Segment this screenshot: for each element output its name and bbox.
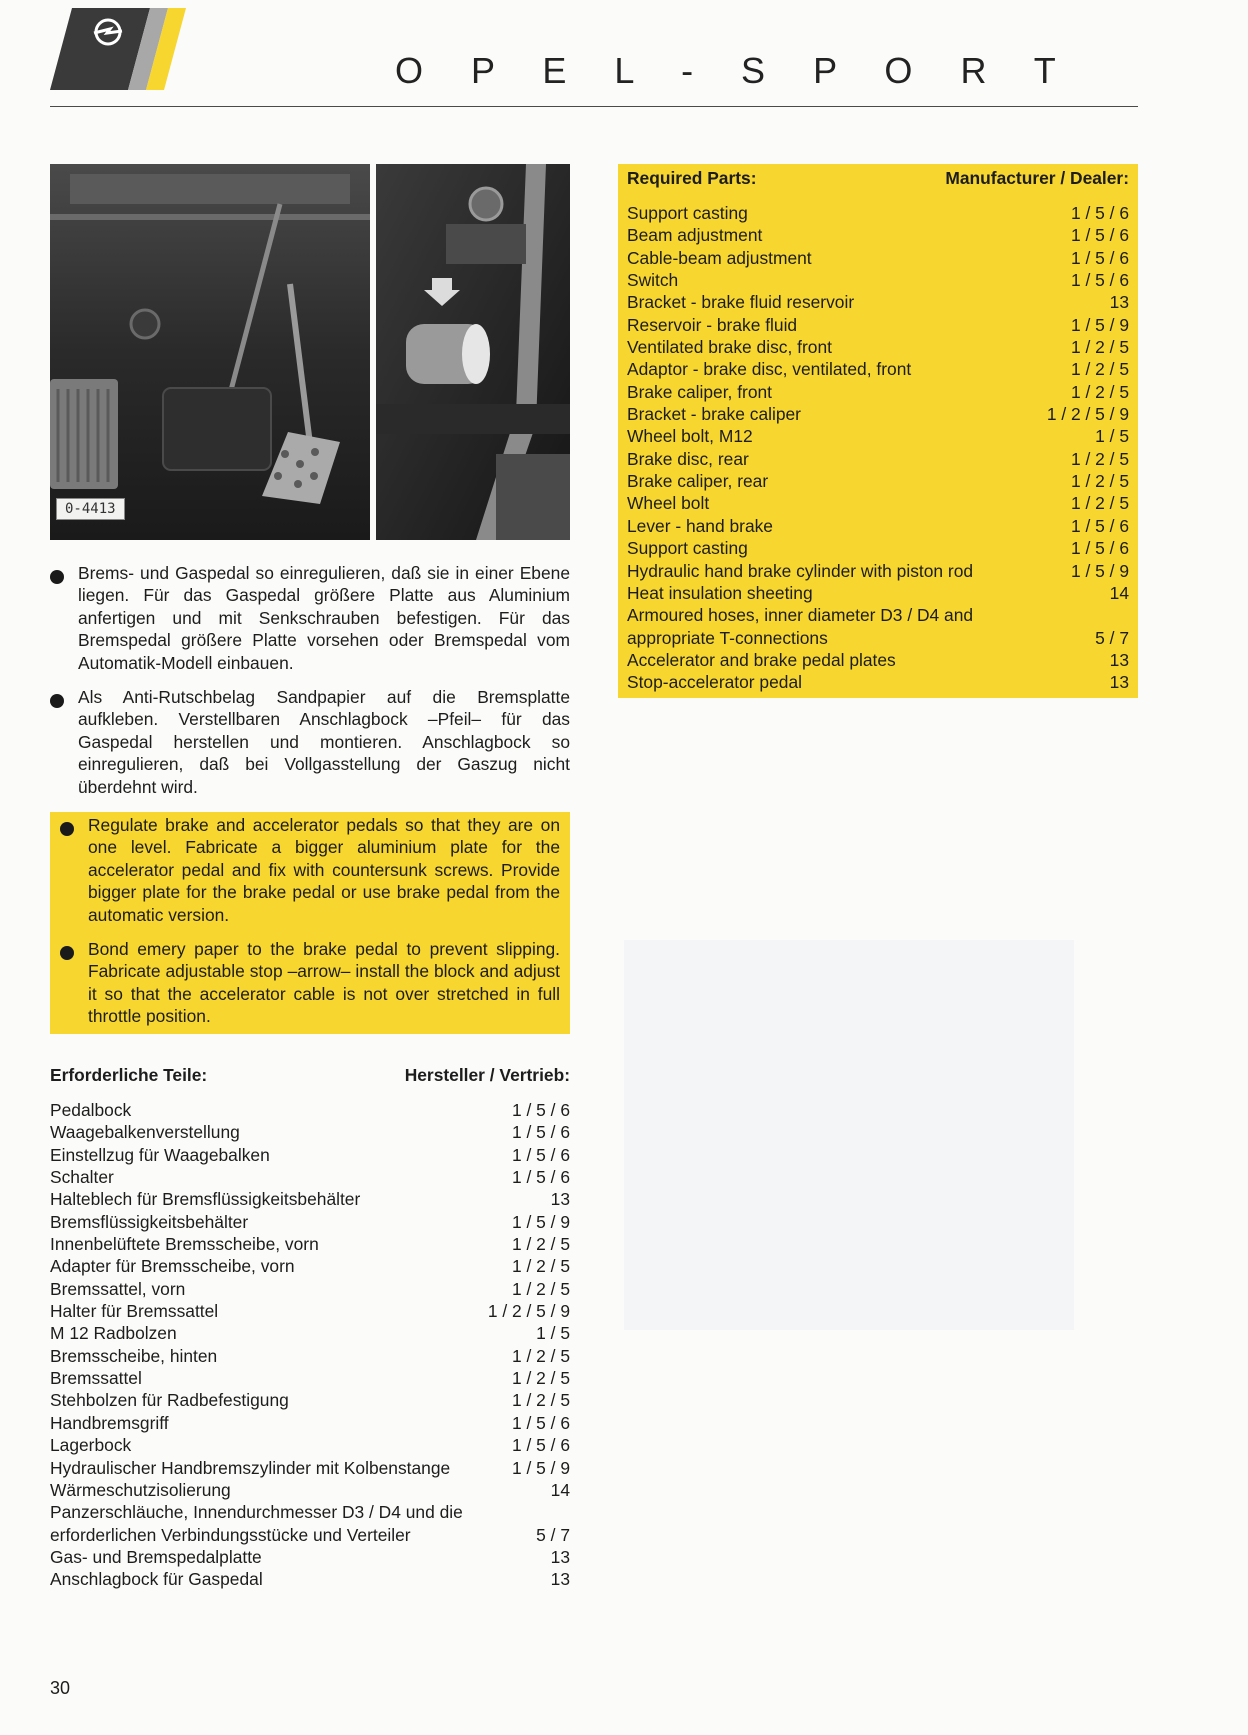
part-name: Adaptor - brake disc, ventilated, front bbox=[627, 359, 912, 380]
english-parts-row bbox=[627, 649, 1129, 671]
german-parts-row bbox=[50, 1389, 570, 1411]
german-parts-row bbox=[50, 1546, 570, 1568]
part-name: Armoured hoses, inner diameter D3 / D4 and appropriate T-connections bbox=[627, 605, 974, 648]
part-name: Halteblech für Bremsflüssigkeitsbehälter bbox=[50, 1189, 361, 1210]
german-parts-row bbox=[50, 1367, 570, 1389]
brand-title: O P E L - S P O R T bbox=[395, 50, 1075, 91]
german-parts-row bbox=[50, 1568, 570, 1590]
supplier-code: 1 / 5 bbox=[536, 1323, 570, 1344]
supplier-code: 1 / 2 / 5 bbox=[511, 1278, 570, 1299]
stop-block-photo bbox=[376, 164, 570, 540]
english-parts-row bbox=[627, 291, 1129, 313]
part-name: Innenbelüftete Bremsscheibe, vorn bbox=[50, 1234, 319, 1255]
supplier-code: 1 / 5 / 6 bbox=[1070, 270, 1129, 291]
part-name: Reservoir - brake fluid bbox=[627, 314, 798, 335]
part-name: Brake caliper, rear bbox=[627, 471, 769, 492]
english-parts-list bbox=[627, 168, 1129, 694]
supplier-code: 13 bbox=[550, 1546, 570, 1567]
part-name: Cable-beam adjustment bbox=[627, 247, 812, 268]
german-parts-row bbox=[50, 1501, 570, 1546]
part-name: Bracket - brake fluid reservoir bbox=[627, 292, 855, 313]
supplier-code: 13 bbox=[1109, 292, 1129, 313]
supplier-code: 13 bbox=[1109, 672, 1129, 693]
german-parts-row bbox=[50, 1188, 570, 1210]
german-parts-header-left: Erforderliche Teile: bbox=[50, 1065, 208, 1085]
german-parts-row bbox=[50, 1479, 570, 1501]
supplier-code: 13 bbox=[550, 1569, 570, 1590]
english-parts-header-left: Required Parts: bbox=[627, 168, 757, 188]
supplier-code: 1 / 5 / 6 bbox=[511, 1167, 570, 1188]
part-name: Hydraulic hand brake cylinder with piston rod bbox=[627, 560, 974, 581]
german-parts-row bbox=[50, 1457, 570, 1479]
part-name: Wheel bolt, M12 bbox=[627, 426, 753, 447]
part-name: Waagebalkenverstellung bbox=[50, 1122, 240, 1143]
supplier-code: 1 / 2 / 5 bbox=[511, 1234, 570, 1255]
english-parts-row bbox=[627, 671, 1129, 693]
part-name: Handbremsgriff bbox=[50, 1412, 169, 1433]
part-name: Gas- und Bremspedalplatte bbox=[50, 1546, 262, 1567]
part-name: Panzerschläuche, Innendurchmesser D3 / D4 und die erforderlichen Verbindungsstücke und Verteiler bbox=[50, 1502, 463, 1545]
german-parts-row bbox=[50, 1211, 570, 1233]
english-parts-row bbox=[627, 381, 1129, 403]
part-name: Switch bbox=[627, 270, 679, 291]
supplier-code: 1 / 5 / 6 bbox=[511, 1100, 570, 1120]
part-name: Wärmeschutzisolierung bbox=[50, 1479, 231, 1500]
english-parts-row bbox=[627, 537, 1129, 559]
supplier-code: 1 / 2 / 5 bbox=[1070, 337, 1129, 358]
german-parts-row bbox=[50, 1166, 570, 1188]
part-name: Bremsscheibe, hinten bbox=[50, 1345, 218, 1366]
german-parts-rows bbox=[50, 1099, 570, 1591]
part-name: Einstellzug für Waagebalken bbox=[50, 1144, 270, 1165]
part-name: Bremssattel, vorn bbox=[50, 1278, 186, 1299]
part-name: Pedalbock bbox=[50, 1100, 132, 1120]
part-name: Lagerbock bbox=[50, 1435, 132, 1456]
supplier-code: 1 / 2 / 5 bbox=[1070, 359, 1129, 380]
german-paragraph-1 bbox=[78, 562, 570, 674]
english-paragraph-2 bbox=[88, 938, 560, 1028]
supplier-code: 1 / 5 / 6 bbox=[511, 1435, 570, 1456]
part-name: Bremsflüssigkeitsbehälter bbox=[50, 1211, 249, 1232]
page-number: 30 bbox=[50, 1678, 71, 1698]
supplier-code: 1 / 5 / 6 bbox=[511, 1144, 570, 1165]
english-parts-row bbox=[627, 492, 1129, 514]
part-name: Wheel bolt bbox=[627, 493, 710, 514]
supplier-code: 1 / 2 / 5 bbox=[511, 1345, 570, 1366]
show-through-shade bbox=[624, 940, 1074, 1330]
supplier-code: 1 / 2 / 5 bbox=[1070, 493, 1129, 514]
supplier-code: 1 / 2 / 5 bbox=[1070, 448, 1129, 469]
english-parts-row bbox=[627, 515, 1129, 537]
part-name: Bremssattel bbox=[50, 1368, 142, 1389]
english-parts-row bbox=[627, 224, 1129, 246]
english-parts-row bbox=[627, 425, 1129, 447]
part-name: Support casting bbox=[627, 538, 748, 559]
english-parts-row bbox=[627, 470, 1129, 492]
supplier-code: 1 / 2 / 5 bbox=[511, 1390, 570, 1411]
english-paragraph-2-text: Bond emery paper to the brake pedal to prevent slipping. Fabricate adjustable stop –arrow– install the block and adjust it so that the accelerator cable is not over stretched in full throttle position. bbox=[88, 939, 560, 1027]
german-parts-row bbox=[50, 1300, 570, 1322]
part-name: Brake caliper, front bbox=[627, 381, 772, 402]
opel-logo bbox=[50, 8, 190, 90]
bullet-icon bbox=[60, 822, 74, 836]
german-parts-row bbox=[50, 1144, 570, 1166]
german-parts-row bbox=[50, 1322, 570, 1344]
part-name: M 12 Radbolzen bbox=[50, 1323, 177, 1344]
supplier-code: 1 / 2 / 5 bbox=[1070, 471, 1129, 492]
german-parts-row bbox=[50, 1099, 570, 1121]
german-parts-header-right: Hersteller / Vertrieb: bbox=[404, 1065, 570, 1085]
opel-blitz-icon bbox=[50, 8, 190, 90]
part-name: Anschlagbock für Gaspedal bbox=[50, 1569, 263, 1590]
english-parts-row bbox=[627, 314, 1129, 336]
english-parts-row bbox=[627, 269, 1129, 291]
supplier-code: 1 / 2 / 5 bbox=[1070, 381, 1129, 402]
supplier-code: 1 / 5 / 6 bbox=[1070, 247, 1129, 268]
english-parts-row bbox=[627, 403, 1129, 425]
part-name: Ventilated brake disc, front bbox=[627, 337, 832, 358]
part-name: Heat insulation sheeting bbox=[627, 582, 813, 603]
english-parts-row bbox=[627, 448, 1129, 470]
german-parts-row bbox=[50, 1233, 570, 1255]
german-paragraph-2-text: Als Anti-Rutschbelag Sandpapier auf die Bremsplatte aufkleben. Verstellbaren Anschlagbock –Pfeil– für das Gaspedal herstellen und montieren. Anschlagbock so einregulieren, daß bei Vollgasstellung der Gaszug nicht überdehnt wird. bbox=[78, 687, 570, 797]
german-parts-row bbox=[50, 1278, 570, 1300]
bullet-icon bbox=[60, 946, 74, 960]
english-parts-row bbox=[627, 202, 1129, 224]
english-parts-row bbox=[627, 560, 1129, 582]
supplier-code: 14 bbox=[550, 1479, 570, 1500]
supplier-code: 1 / 5 / 9 bbox=[1070, 560, 1129, 581]
english-paragraph-1 bbox=[88, 814, 560, 926]
german-parts-row bbox=[50, 1345, 570, 1367]
supplier-code: 1 / 2 / 5 / 9 bbox=[487, 1301, 570, 1322]
supplier-code: 1 / 5 / 9 bbox=[511, 1211, 570, 1232]
bullet-icon bbox=[50, 694, 64, 708]
german-paragraph-2 bbox=[78, 686, 570, 798]
supplier-code: 5 / 7 bbox=[1095, 627, 1129, 648]
english-parts-row bbox=[627, 358, 1129, 380]
german-paragraph-1-text: Brems- und Gaspedal so einregulieren, daß sie in einer Ebene liegen. Für das Gaspedal größere Platte aus Aluminium anfertigen und mit Senkschrauben befestigen. Für das Bremspedal größere Platte vorsehen oder Bremspedal vom Automatik-Modell einbauen. bbox=[78, 563, 570, 673]
supplier-code: 1 / 2 / 5 bbox=[511, 1256, 570, 1277]
part-name: Support casting bbox=[627, 203, 748, 223]
pedal-photo bbox=[50, 164, 370, 540]
part-name: Beam adjustment bbox=[627, 225, 763, 246]
german-parts-header bbox=[50, 1065, 570, 1099]
supplier-code: 14 bbox=[1109, 582, 1129, 603]
german-parts-row bbox=[50, 1434, 570, 1456]
part-name: Hydraulischer Handbremszylinder mit Kolbenstange bbox=[50, 1457, 451, 1478]
english-parts-header-right: Manufacturer / Dealer: bbox=[945, 168, 1129, 188]
supplier-code: 1 / 5 / 6 bbox=[1070, 538, 1129, 559]
english-parts-row bbox=[627, 247, 1129, 269]
supplier-code: 1 / 5 / 6 bbox=[1070, 515, 1129, 536]
english-parts-row bbox=[627, 336, 1129, 358]
supplier-code: 1 / 2 / 5 / 9 bbox=[1046, 404, 1129, 425]
part-name: Bracket - brake caliper bbox=[627, 404, 801, 425]
german-parts-list bbox=[50, 1065, 570, 1591]
supplier-code: 5 / 7 bbox=[536, 1524, 570, 1545]
german-parts-row bbox=[50, 1255, 570, 1277]
supplier-code: 1 / 5 / 9 bbox=[511, 1457, 570, 1478]
photo-code-label: 0-4413 bbox=[56, 498, 125, 520]
supplier-code: 13 bbox=[1109, 649, 1129, 670]
part-name: Stop-accelerator pedal bbox=[627, 672, 802, 693]
english-parts-row bbox=[627, 582, 1129, 604]
supplier-code: 1 / 2 / 5 bbox=[511, 1368, 570, 1389]
supplier-code: 1 / 5 / 6 bbox=[1070, 225, 1129, 246]
german-parts-row bbox=[50, 1412, 570, 1434]
english-parts-header bbox=[627, 168, 1129, 202]
supplier-code: 13 bbox=[550, 1189, 570, 1210]
part-name: Accelerator and brake pedal plates bbox=[627, 649, 896, 670]
part-name: Stehbolzen für Radbefestigung bbox=[50, 1390, 289, 1411]
supplier-code: 1 / 5 / 9 bbox=[1070, 314, 1129, 335]
part-name: Brake disc, rear bbox=[627, 448, 749, 469]
english-paragraph-1-text: Regulate brake and accelerator pedals so that they are on one level. Fabricate a bigger aluminium plate for the accelerator pedal and fix with countersunk screws. Provide bigger plate for the brake pedal or use brake pedal from the automatic version. bbox=[88, 815, 560, 925]
supplier-code: 1 / 5 / 6 bbox=[511, 1412, 570, 1433]
german-parts-row bbox=[50, 1121, 570, 1143]
english-parts-row bbox=[627, 604, 1129, 649]
part-name: Schalter bbox=[50, 1167, 114, 1188]
header-rule bbox=[50, 106, 1138, 107]
supplier-code: 1 / 5 / 6 bbox=[511, 1122, 570, 1143]
part-name: Adapter für Bremsscheibe, vorn bbox=[50, 1256, 295, 1277]
part-name: Lever - hand brake bbox=[627, 515, 773, 536]
english-parts-rows bbox=[627, 202, 1129, 694]
part-name: Halter für Bremssattel bbox=[50, 1301, 219, 1322]
supplier-code: 1 / 5 / 6 bbox=[1070, 203, 1129, 223]
bullet-icon bbox=[50, 570, 64, 584]
supplier-code: 1 / 5 bbox=[1095, 426, 1129, 447]
